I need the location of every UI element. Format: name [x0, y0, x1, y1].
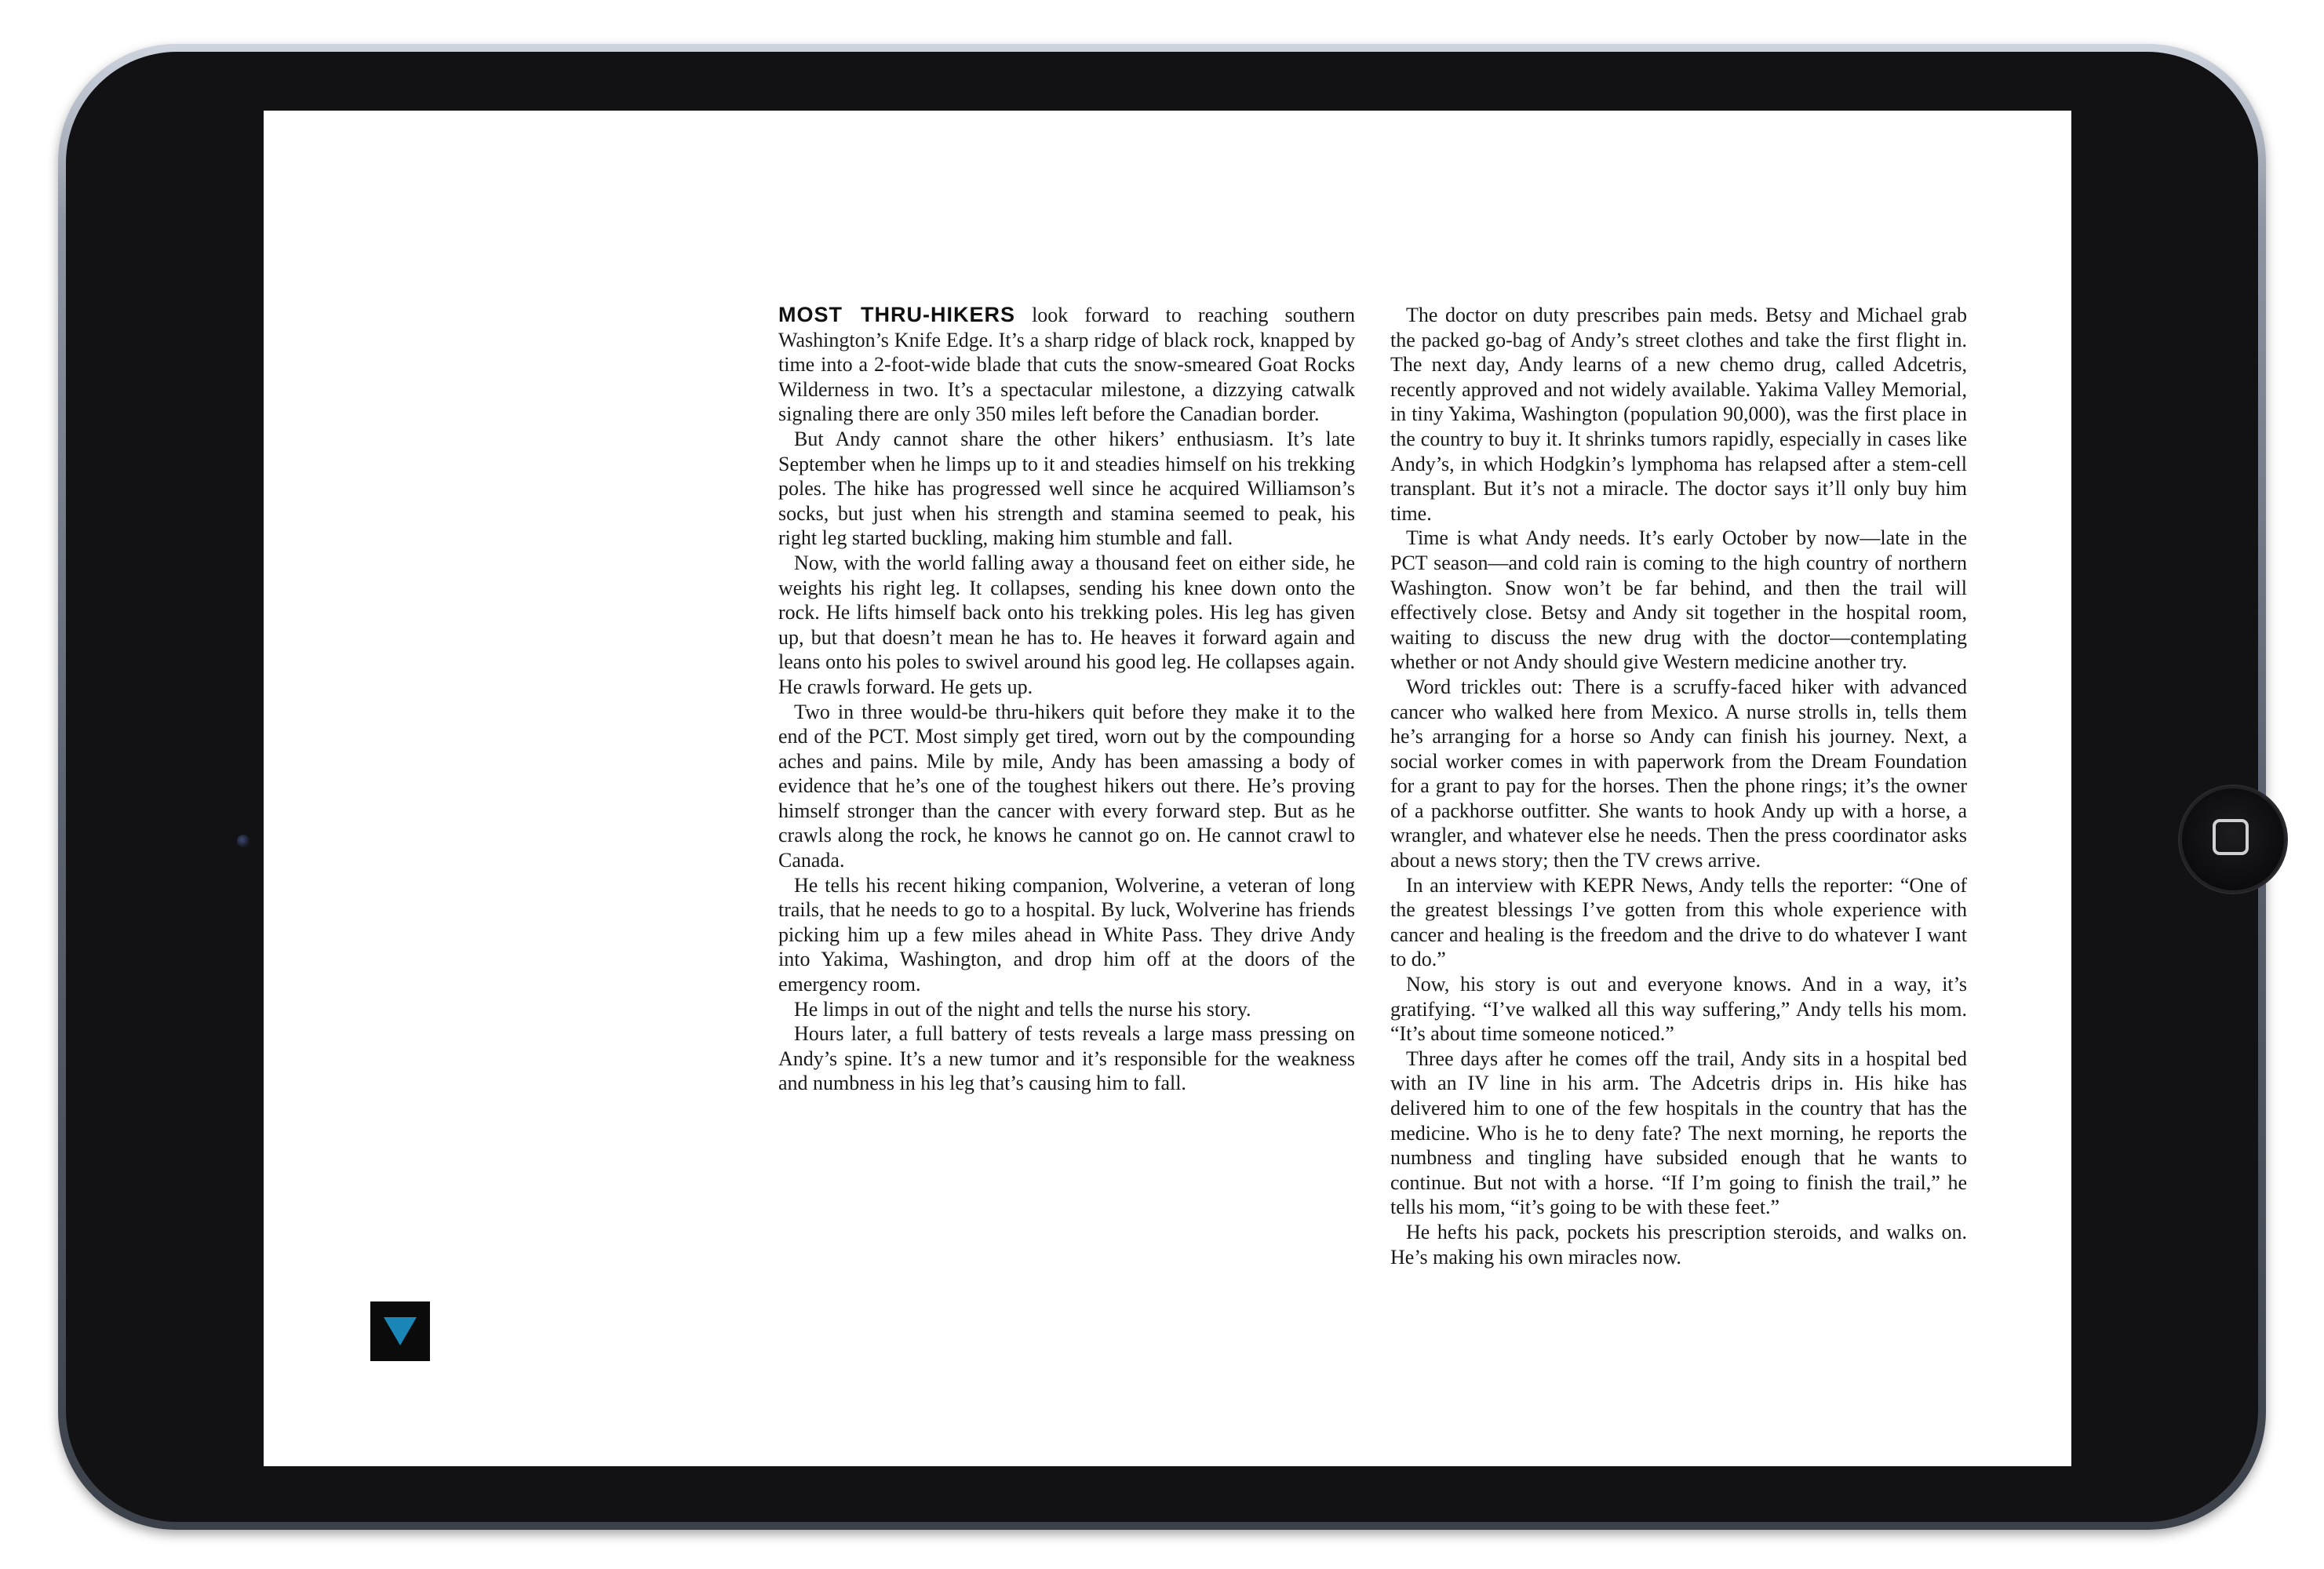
article-paragraph: He limps in out of the night and tells the nurse his story.: [794, 997, 1251, 1021]
article-paragraph: The doctor on duty prescribes pain meds. Betsy and Michael grab the packed go-bag of Andy’s street clothes and take the first flight in. The next day, Andy learns of a new chemo drug, called Adcetris, recently approved and not widely available. Yakima Valley Memorial, in tiny Yakima, Washington (population 90,000), was the first place in the country to buy it. It shrinks tumors rapidly, especially in cases like Andy’s, in which Hodgkin’s lymphoma has relapsed after a stem-cell transplant. But it’s not a miracle. The doctor says it’ll only buy him time.: [1390, 304, 1967, 525]
home-button[interactable]: [2180, 786, 2286, 893]
article-paragraph: Time is what Andy needs. It’s early October by now—late in the PCT season—and cold rain is coming to the high country of northern Washington. Snow won’t be far behind, and then the trail will effectively close. Betsy and Andy sit together in the hospital room, waiting to discuss the new drug with the doctor—contemplating whether or not Andy should give Western medicine another try.: [1390, 526, 1967, 674]
article-paragraph: Three days after he comes off the trail, Andy sits in a hospital bed with an IV line in his arm. The Adcetris drips in. His hike has delivered him to one of the few hospitals in the country that has the medicine. Who is he to deny fate? The next morning, he reports the numbness and tingling have subsided enough that he wants to continue. But not with a horse. “If I’m going to finish the trail,” he tells his mom, “it’s going to be with these feet.”: [1390, 1047, 1967, 1219]
article-paragraph: Hours later, a full battery of tests reveals a large mass pressing on Andy’s spine. It’s a new tumor and it’s responsible for the weakness and numbness in his leg that’s causing him to fall.: [778, 1022, 1355, 1095]
article-paragraph: Word trickles out: There is a scruffy-faced hiker with advanced cancer who walked here from Mexico. A nurse strolls in, tells them he’s arranging for a horse so Andy can finish his journey. Next, a social worker comes in with paperwork from the Dream Foundation for a grant to pay for the horses. Then the phone rings; it’s the owner of a packhorse outfitter. She wants to hook Andy up with a horse, a wrangler, and whatever else he needs. Then the press coordinator asks about a news story; then the TV crews arrive.: [1390, 675, 1967, 872]
article-paragraph: In an interview with KEPR News, Andy tells the reporter: “One of the greatest blessings I’ve gotten from this whole experience with cancer and healing is the freedom and the drive to do whatever I want to do.”: [1390, 873, 1967, 971]
article-paragraph: [778, 303, 1355, 427]
article-column-right: [1390, 303, 1967, 1269]
article-paragraph: Now, his story is out and everyone knows. And in a way, it’s gratifying. “I’ve walked all this way suffering,” Andy tells his mom. “It’s about time someone noticed.”: [1390, 973, 1967, 1046]
article-paragraph: He tells his recent hiking companion, Wolverine, a veteran of long trails, that he needs to go to a hospital. By luck, Wolverine has friends picking him up a few miles ahead in White Pass. They drive Andy into Yakima, Washington, and drop him off at the doors of the emergency room.: [778, 873, 1355, 996]
down-triangle-icon[interactable]: [370, 1301, 430, 1361]
article-paragraph: Two in three would-be thru-hikers quit before they make it to the end of the PCT. Most simply get tired, worn out by the compounding aches and pains. Mile by mile, Andy has been amassing a body of evidence that he’s one of the toughest hikers out there. He’s proving himself stronger than the cancer with every forward step. But as he crawls along the rock, he knows he cannot go on. He cannot crawl to Canada.: [778, 700, 1355, 872]
triangle-shape: [384, 1317, 417, 1345]
lead-in: MOST THRU-HIKERS: [778, 303, 1016, 326]
article-paragraph: But Andy cannot share the other hikers’ enthusiasm. It’s late September when he limps up to it and steadies himself on his trekking poles. The hike has progressed well since he acquired Williamson’s socks, but just when his strength and stamina seemed to peak, his right leg started buckling, making him stumble and fall.: [778, 427, 1355, 550]
square-icon: [2213, 819, 2249, 855]
article-paragraph: Now, with the world falling away a thousand feet on either side, he weights his right leg. It collapses, sending his knee down onto the rock. He lifts himself back onto his trekking poles. His leg has given up, but that doesn’t mean he has to. He heaves it forward again and leans onto his poles to swivel around his good leg. He collapses again. He crawls forward. He gets up.: [778, 551, 1355, 698]
article-paragraph: He hefts his pack, pockets his prescription steroids, and walks on. He’s making his own miracles now.: [1390, 1220, 1967, 1269]
article-column-left: [778, 303, 1355, 1096]
paragraph-text: look forward to reaching southern Washington’s Knife Edge. It’s a sharp ridge of black rock, knapped by time into a 2-foot-wide blade that cuts the snow-smeared Goat Rocks Wilderness in two. It’s a spectacular milestone, a dizzying catwalk signaling there are only 350 miles left before the Canadian border.: [778, 304, 1355, 426]
reader-screen[interactable]: [264, 111, 2071, 1466]
camera-icon: [237, 835, 250, 847]
